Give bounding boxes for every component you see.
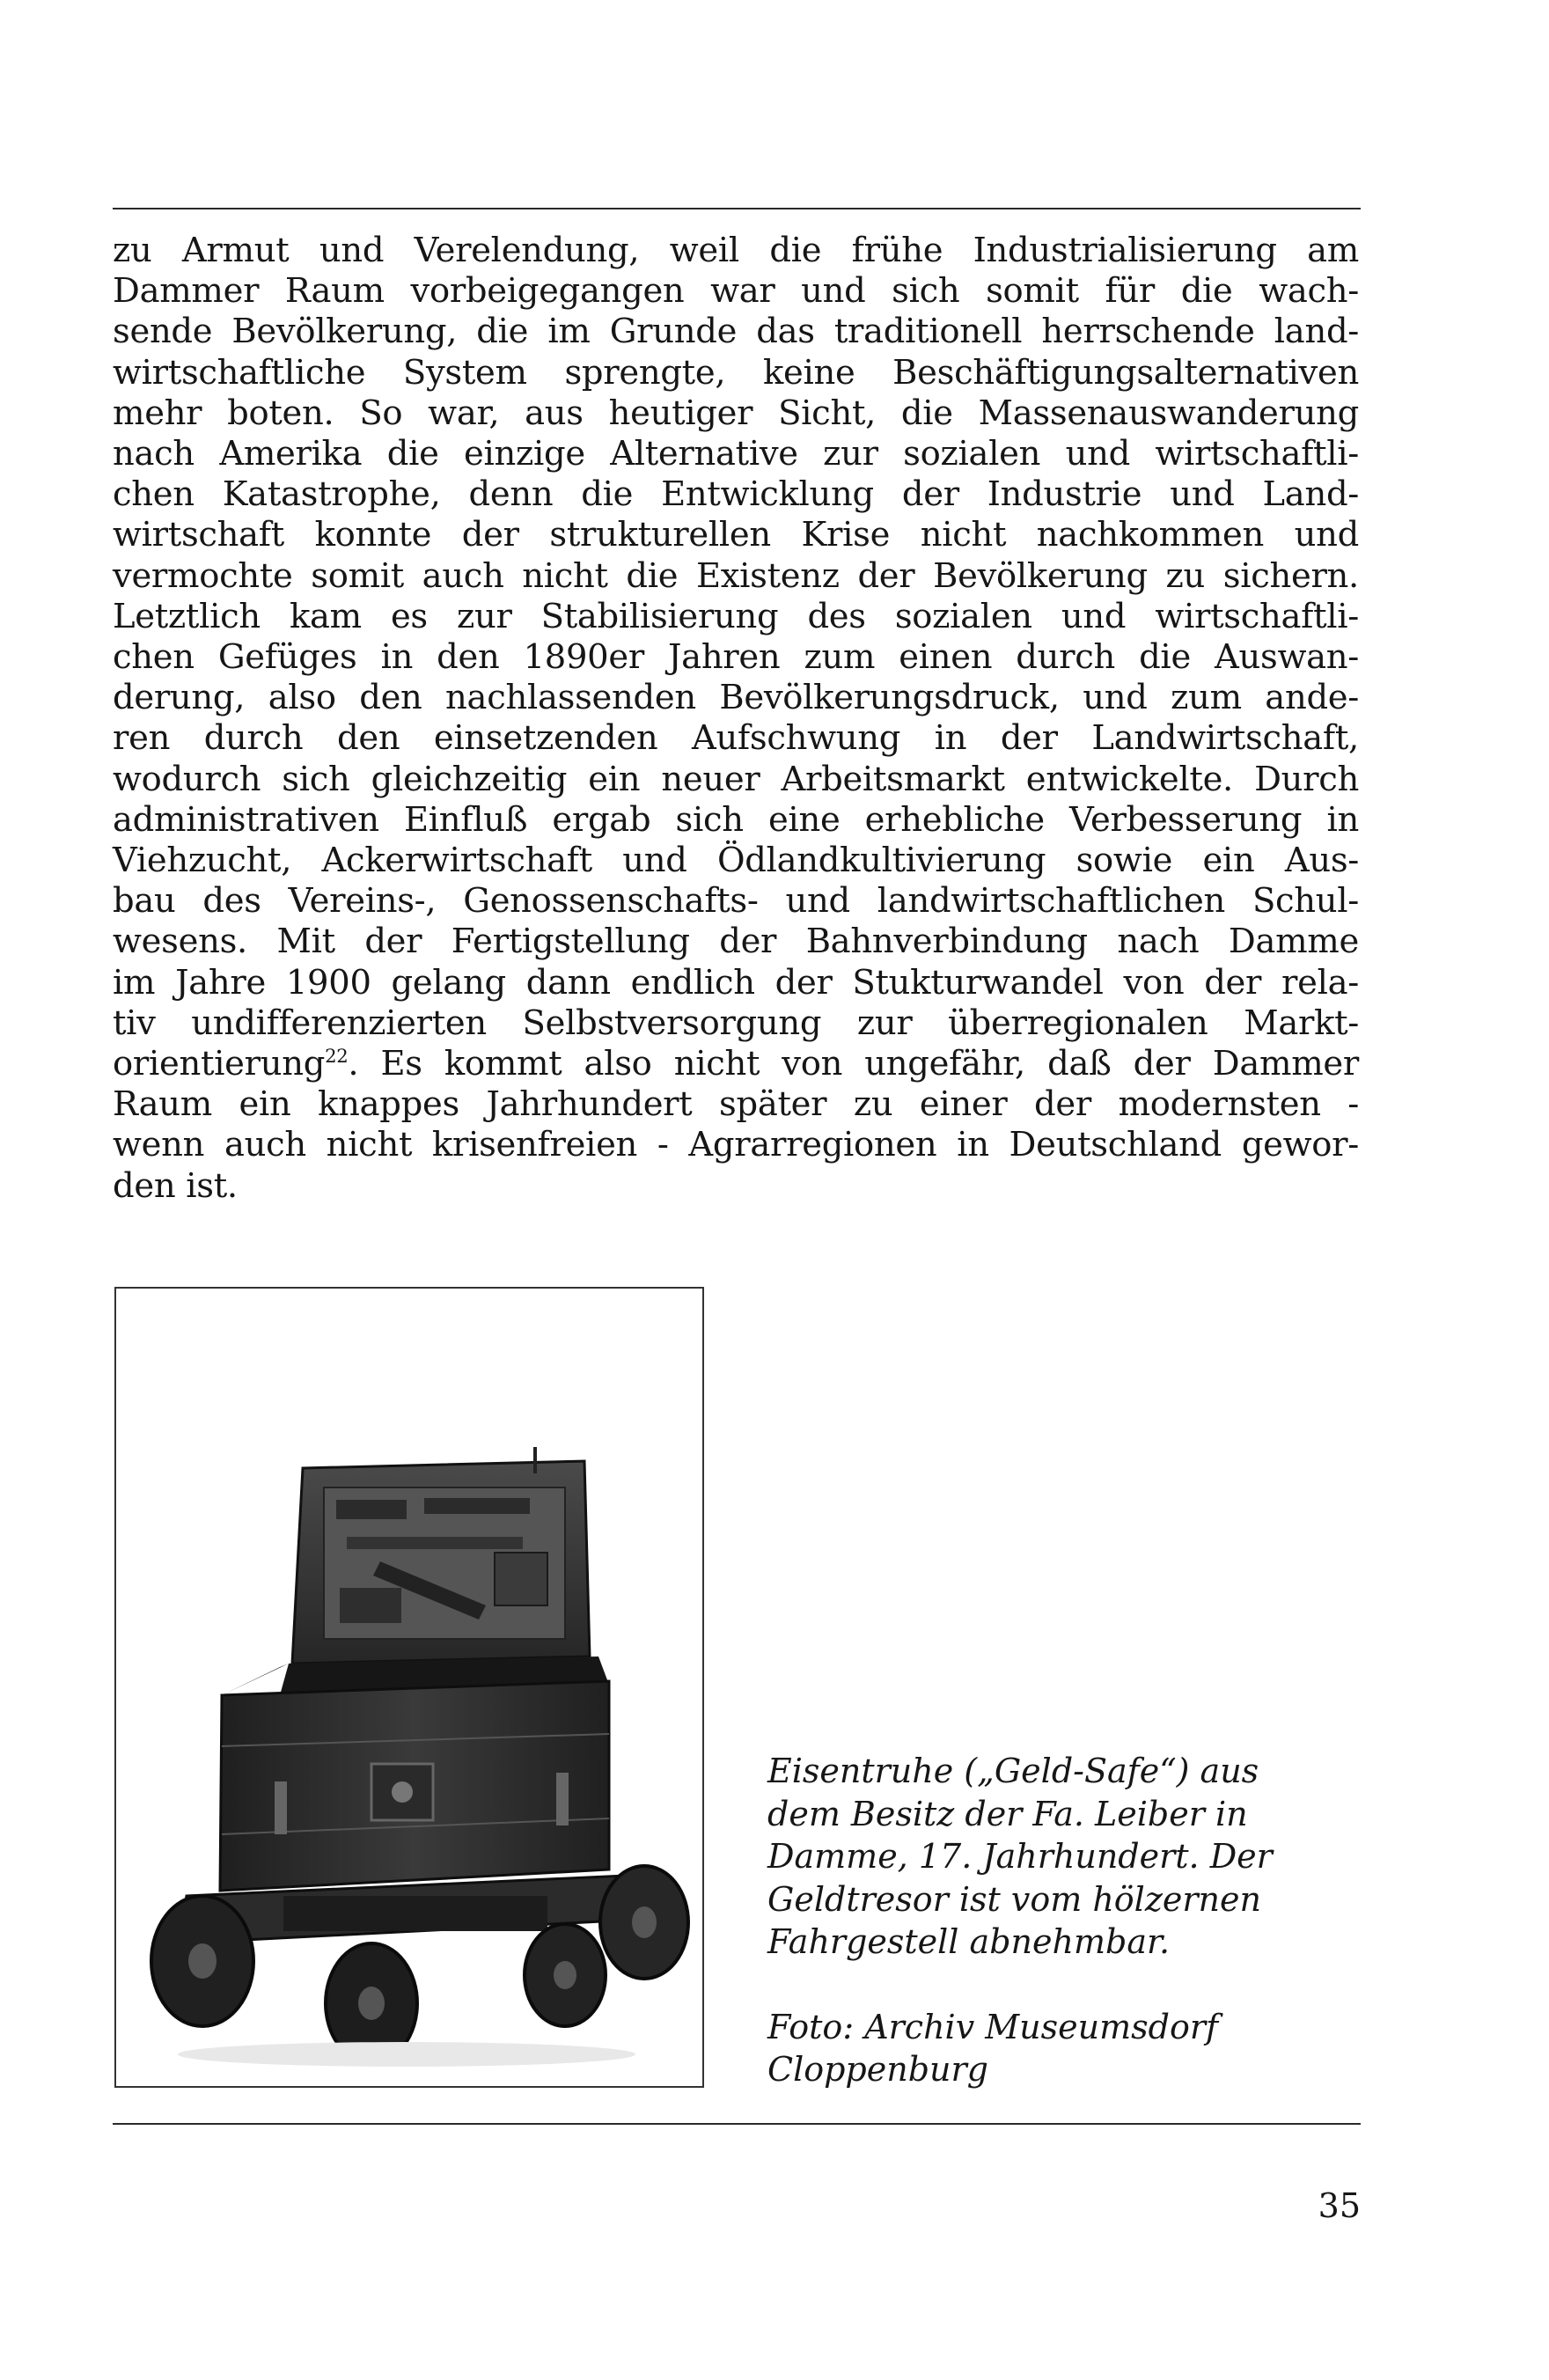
body-line: wirtschaftliche System sprengte, keine Beschäftigungsalternativen — [113, 352, 1359, 393]
footnote-ref[interactable]: 22 — [325, 1045, 349, 1068]
caption-line: Fahrgestell abnehmbar. — [767, 1922, 1171, 1961]
body-line: bau des Vereins-, Genossenschafts- und landwirtschaftlichen Schul- — [113, 881, 1359, 922]
body-line-with-footnote — [113, 1044, 1359, 1084]
body-line: ren durch den einsetzenden Aufschwung in der Landwirtschaft, — [113, 718, 1359, 759]
figure-caption — [767, 1750, 1357, 2091]
body-line: chen Gefüges in den 1890er Jahren zum einen durch die Auswan- — [113, 637, 1359, 678]
body-line: Dammer Raum vorbeigegangen war und sich somit für die wach- — [113, 271, 1359, 312]
body-line: wesens. Mit der Fertigstellung der Bahnverbindung nach Damme — [113, 922, 1359, 962]
body-line: mehr boten. So war, aus heutiger Sicht, die Massenauswanderung — [113, 393, 1359, 433]
caption-line: Geldtresor ist vom hölzernen — [767, 1879, 1261, 1919]
body-line: Letztlich kam es zur Stabilisierung des sozialen und wirtschaftli- — [113, 596, 1359, 636]
caption-line: Eisentruhe („Geld-Safe“) aus — [767, 1752, 1259, 1790]
body-line: chen Katastrophe, denn die Entwicklung der Industrie und Land- — [113, 474, 1359, 515]
body-line-part: orientierung — [113, 1044, 326, 1084]
body-line: nach Amerika die einzige Alternative zur sozialen und wirtschaftli- — [113, 434, 1359, 474]
photo-iron-chest — [114, 1287, 704, 2088]
body-line: wodurch sich gleichzeitig ein neuer Arbeitsmarkt entwickelte. Durch — [113, 759, 1359, 799]
body-line: tiv undifferenzierten Selbstversorgung zur überregionalen Markt- — [113, 1003, 1359, 1043]
credit-line: Foto: Archiv Museumsdorf — [767, 2007, 1219, 2046]
body-line: wirtschaft konnte der strukturellen Krise nicht nachkommen und — [113, 515, 1359, 555]
body-text — [113, 231, 1359, 1207]
top-rule — [113, 208, 1361, 209]
body-line: Raum ein knappes Jahrhundert später zu einer der modernsten - — [113, 1084, 1359, 1125]
photo-credit — [767, 2006, 1357, 2091]
caption-line: dem Besitz der Fa. Leiber in — [767, 1794, 1248, 1833]
body-line: wenn auch nicht krisenfreien - Agrarregionen in Deutschland gewor- — [113, 1125, 1359, 1165]
page-number: 35 — [1318, 2186, 1361, 2225]
body-line: administrativen Einfluß ergab sich eine erhebliche Verbesserung in — [113, 799, 1359, 840]
body-line: vermochte somit auch nicht die Existenz der Bevölkerung zu sichern. — [113, 555, 1359, 596]
bottom-rule — [113, 2123, 1361, 2125]
body-line: Viehzucht, Ackerwirtschaft und Ödlandkultivierung sowie ein Aus- — [113, 841, 1359, 881]
iron-chest-illustration — [116, 1289, 702, 2086]
body-line: im Jahre 1900 gelang dann endlich der Stukturwandel von der rela- — [113, 962, 1359, 1003]
caption-line: Damme, 17. Jahrhundert. Der — [767, 1837, 1273, 1876]
body-line: den ist. — [113, 1165, 238, 1206]
body-line: derung, also den nachlassenden Bevölkerungsdruck, und zum ande- — [113, 678, 1359, 718]
credit-line: Cloppenburg — [767, 2050, 989, 2089]
body-line: sende Bevölkerung, die im Grunde das traditionell herrschende land- — [113, 312, 1359, 352]
body-line-part: . Es kommt also nicht von ungefähr, daß der Dammer — [348, 1044, 1359, 1084]
body-line: zu Armut und Verelendung, weil die frühe Industrialisierung am — [113, 231, 1359, 270]
